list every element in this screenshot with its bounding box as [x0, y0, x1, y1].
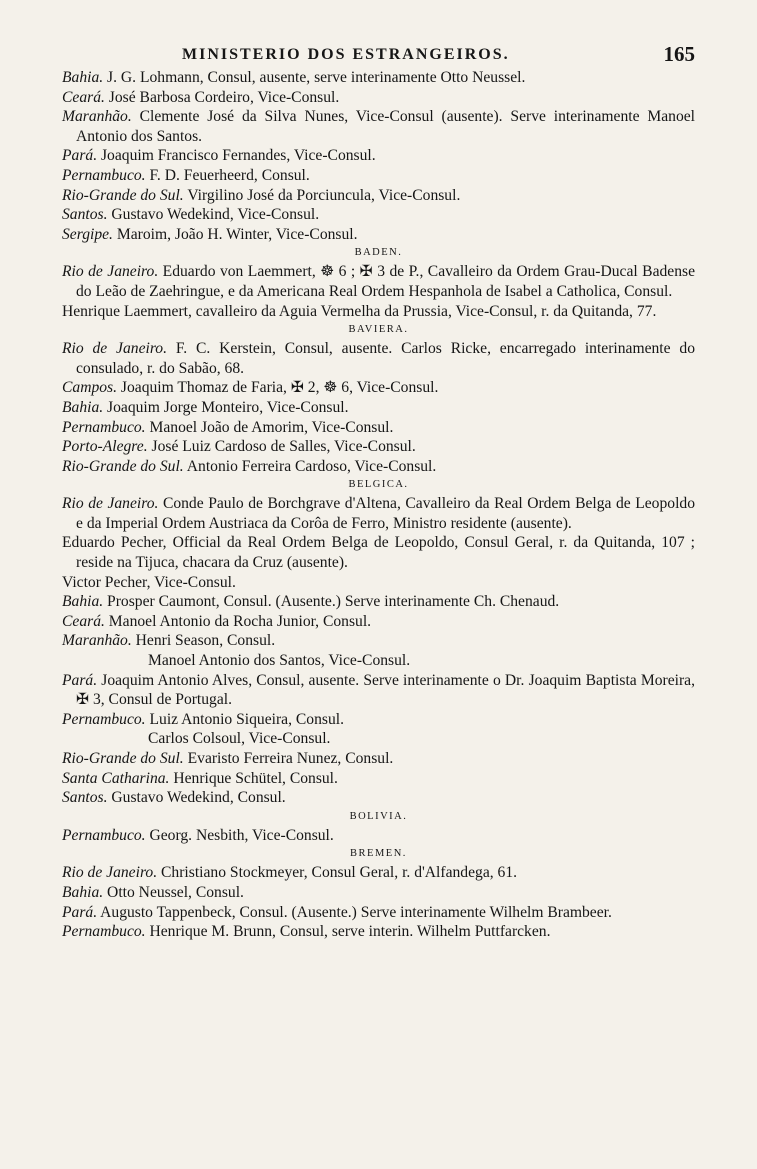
entry-text: Prosper Caumont, Consul. (Ausente.) Serve interinamente Ch. Chenaud. [103, 593, 560, 611]
entry-text: Eduardo Pecher, Official da Real Ordem Belga de Leopoldo, Consul Geral, r. da Quitanda, 107 ; reside na Tijuca, chacara da Cruz (ausente). [62, 534, 695, 572]
entry-text: Virgilino José da Porciuncula, Vice-Consul. [183, 186, 461, 204]
consul-entry [62, 788, 695, 808]
entry-text: Antonio Ferreira Cardoso, Vice-Consul. [183, 457, 437, 475]
entry-text: Christiano Stockmeyer, Consul Geral, r. d'Alfandega, 61. [157, 864, 518, 882]
entry-text: Luiz Antonio Siqueira, Consul. [145, 710, 344, 728]
entry-text: Henri Season, Consul. [131, 632, 276, 650]
entry-text: José Barbosa Cordeiro, Vice-Consul. [104, 88, 340, 106]
consul-entry [62, 339, 695, 378]
consul-entry [62, 826, 695, 846]
place-name: Santa Catharina. [62, 769, 170, 787]
place-name: Rio de Janeiro. [62, 340, 168, 358]
place-name: Pará. [62, 671, 98, 689]
consul-entry [62, 205, 695, 225]
entry-text: Joaquim Jorge Monteiro, Vice-Consul. [103, 398, 349, 416]
consul-entry [62, 710, 695, 730]
consul-entry [62, 437, 695, 457]
entry-text: Gustavo Wedekind, Vice-Consul. [107, 206, 320, 224]
consul-entry [62, 533, 695, 572]
entry-text: José Luiz Cardoso de Salles, Vice-Consul. [147, 438, 416, 456]
consul-entry [62, 671, 695, 710]
place-name: Pará. [62, 147, 98, 165]
place-name: Santos. [62, 206, 108, 224]
entry-text: Augusto Tappenbeck, Consul. (Ausente.) Serve interinamente Wilhelm Brambeer. [97, 903, 612, 921]
entry-text: Henrique Schütel, Consul. [169, 769, 338, 787]
place-name: Ceará. [62, 88, 105, 106]
entry-text: Victor Pecher, Vice-Consul. [62, 573, 236, 591]
place-name: Rio de Janeiro. [62, 864, 158, 882]
consul-entry [62, 769, 695, 789]
place-name: Pará. [62, 903, 98, 921]
consul-entry [62, 592, 695, 612]
consul-entry [62, 186, 695, 206]
entry-text: F. D. Feuerheerd, Consul. [145, 166, 310, 184]
entry-text: Joaquim Thomaz de Faria, ✠ 2, ☸ 6, Vice-Consul. [117, 379, 439, 397]
entry-text: Conde Paulo de Borchgrave d'Altena, Cavalleiro da Real Ordem Belga de Leopoldo e da Imperial Ordem Austriaca da Corôa de Ferro, Ministro residente (ausente). [76, 495, 695, 532]
place-name: Rio-Grande do Sul. [62, 457, 184, 475]
entry-text: J. G. Lohmann, Consul, ausente, serve interinamente Otto Neussel. [103, 69, 526, 86]
consul-entry [62, 494, 695, 533]
consul-entry [62, 418, 695, 438]
consul-entry [62, 262, 695, 301]
consul-listing [62, 68, 695, 942]
place-name: Pernambuco. [62, 710, 146, 728]
entry-text: F. C. Kerstein, Consul, ausente. Carlos Ricke, encarregado interinamente do consulado, r. do Sabão, 68. [76, 340, 695, 377]
entry-text: Joaquim Antonio Alves, Consul, ausente. Serve interinamente o Dr. Joaquim Baptista Moreira, ✠ 3, Consul de Portugal. [76, 671, 695, 709]
place-name: Santos. [62, 789, 108, 807]
place-name: Pernambuco. [62, 418, 146, 436]
entry-text: Evaristo Ferreira Nunez, Consul. [183, 750, 394, 767]
place-name: Campos. [62, 379, 118, 397]
page-title: MINISTERIO DOS ESTRANGEIROS. [182, 46, 510, 63]
consul-entry [62, 922, 695, 942]
running-head [62, 40, 695, 68]
country-heading: BELGICA. [348, 479, 409, 491]
consul-entry [62, 883, 695, 903]
entry-text: Eduardo von Laemmert, ☸ 6 ; ✠ 3 de P., Cavalleiro da Ordem Grau-Ducal Badense do Leão de Zaehringue, e da Americana Real Ordem Hespanhola de Isabel a Catholica, Consul. [76, 263, 695, 300]
entry-text: Henrique Laemmert, cavalleiro da Aguia Vermelha da Prussia, Vice-Consul, r. da Quitanda, 77. [62, 302, 657, 320]
consul-entry [62, 651, 695, 671]
place-name: Pernambuco. [62, 923, 146, 941]
entry-text: Manoel João de Amorim, Vice-Consul. [145, 418, 394, 436]
consul-entry [62, 457, 695, 477]
consul-entry [62, 573, 695, 593]
consul-entry [62, 146, 695, 166]
entry-text: Clemente José da Silva Nunes, Vice-Consul (ausente). Serve interinamente Manoel Antonio dos Santos. [76, 108, 695, 145]
consul-entry [62, 863, 695, 883]
place-name: Sergipe. [62, 225, 113, 243]
place-name: Bahia. [62, 883, 104, 901]
consul-entry [62, 903, 695, 923]
consul-entry [62, 225, 695, 245]
consul-entry [62, 68, 695, 88]
consul-entry [62, 398, 695, 418]
place-name: Bahia. [62, 398, 104, 416]
consul-entry [62, 107, 695, 146]
consul-entry [62, 612, 695, 632]
place-name: Pernambuco. [62, 166, 146, 184]
entry-text: Joaquim Francisco Fernandes, Vice-Consul. [97, 147, 376, 165]
page-number: 165 [663, 42, 695, 66]
consul-entry [62, 88, 695, 108]
consul-entry [62, 378, 695, 398]
entry-text: Maroim, João H. Winter, Vice-Consul. [112, 225, 358, 243]
country-heading: BOLIVIA. [349, 810, 408, 822]
consul-entry [62, 166, 695, 186]
entry-text: Georg. Nesbith, Vice-Consul. [145, 826, 334, 844]
entry-text: Manoel Antonio da Rocha Junior, Consul. [104, 612, 372, 630]
place-name: Ceará. [62, 612, 105, 630]
place-name: Maranhão. [62, 108, 132, 126]
place-name: Bahia. [62, 593, 104, 611]
place-name: Rio de Janeiro. [62, 495, 159, 513]
consul-entry [62, 729, 695, 749]
entry-text: Otto Neussel, Consul. [103, 883, 244, 901]
entry-text: Gustavo Wedekind, Consul. [107, 789, 286, 807]
place-name: Rio-Grande do Sul. [62, 750, 184, 767]
country-heading: BADEN. [354, 247, 403, 259]
entry-text: Manoel Antonio dos Santos, Vice-Consul. [148, 652, 411, 670]
consul-entry [62, 749, 695, 769]
place-name: Pernambuco. [62, 826, 146, 844]
place-name: Bahia. [62, 69, 104, 86]
country-heading: BAVIERA. [348, 324, 409, 336]
consul-entry [62, 302, 695, 322]
country-heading: BREMEN. [350, 848, 407, 860]
consul-entry [62, 631, 695, 651]
place-name: Porto-Alegre. [62, 438, 148, 456]
entry-text: Carlos Colsoul, Vice-Consul. [148, 730, 331, 748]
place-name: Rio-Grande do Sul. [62, 186, 184, 204]
entry-text: Henrique M. Brunn, Consul, serve interin. Wilhelm Puttfarcken. [145, 923, 551, 941]
place-name: Maranhão. [62, 632, 132, 650]
place-name: Rio de Janeiro. [62, 263, 159, 281]
